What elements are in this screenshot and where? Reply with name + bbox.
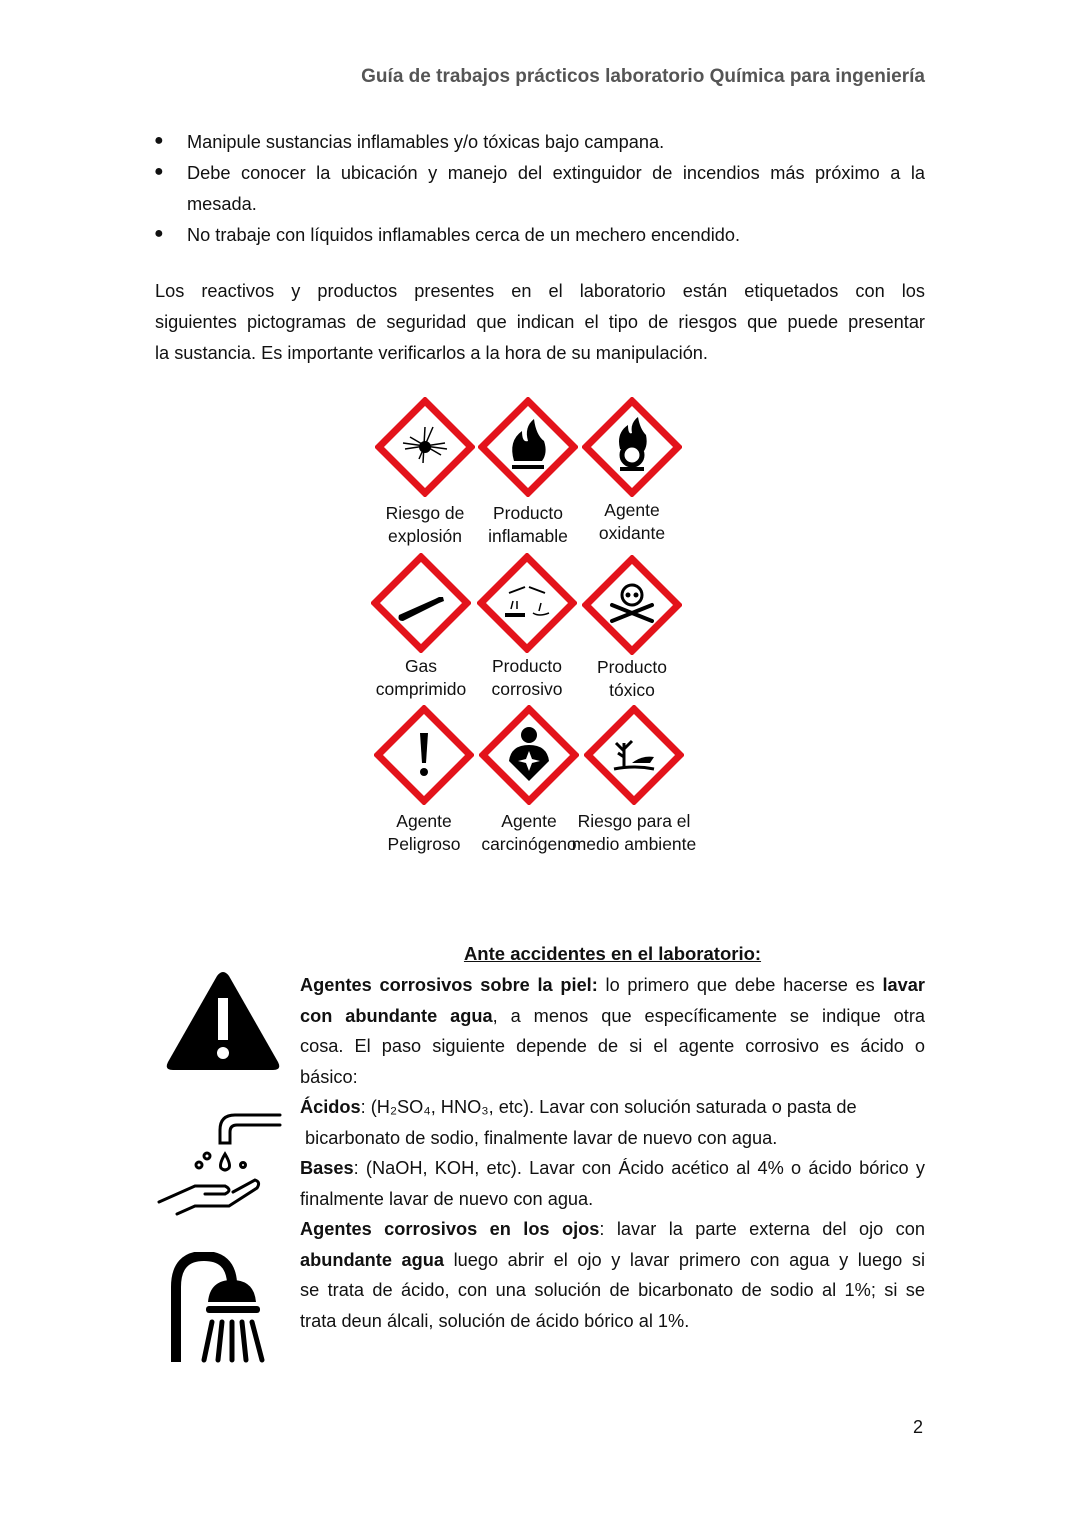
pictogram-label-line: inflamable [488,526,568,546]
pictogram-label-line: Agente [501,811,557,831]
paragraph-line [300,1187,593,1211]
bold-text: Ácidos [300,1097,361,1117]
bold-text: lavar [882,975,925,995]
pictogram-label-line: Producto [491,656,563,676]
bold-text: Agentes corrosivos sobre la piel: [300,975,598,995]
pictogram-label-line: Producto [596,657,668,677]
bold-text: con abundante agua [300,1005,493,1026]
paragraph-line [300,1095,857,1119]
paragraph-line [300,1156,925,1180]
paragraph-line [300,1217,925,1241]
paragraph-line: siguientes pictogramas de seguridad que indican el tipo de riesgos que puede presentar [155,312,925,332]
bullet-icon: ● [154,225,164,242]
hand-wash-icon [155,1110,285,1220]
pictogram-label-line: Riesgo de [385,503,465,523]
paragraph-line: la sustancia. Es importante verificarlos a la hora de su manipulación. [155,343,708,363]
exclamation-mark-pictogram [374,705,474,805]
text-segment: , a menos que específicamente se indique otra [492,1005,925,1026]
bold-text: Bases [300,1158,354,1178]
bullet-icon: ● [154,132,164,149]
flame-pictogram [478,397,578,497]
paragraph-line [300,1034,925,1058]
text-segment: : (NaOH, KOH, etc). Lavar con Ácido acético al 4% o ácido bórico y [353,1158,925,1178]
paragraph-line [300,1126,777,1150]
corrosion-icon [477,553,577,653]
text-segment: : (H₂SO₄, HNO₃, etc). Lavar con solución saturada o pasta de [360,1097,857,1117]
environment-pictogram [584,705,684,805]
pictogram-label-line: medio ambiente [571,834,697,854]
flame-over-circle-pictogram [582,397,682,497]
text-segment: se trata de ácido, con una solución de bicarbonato de sodio al 1%; si se [300,1280,925,1300]
text-segment: cosa. El paso siguiente depende de si el agente corrosivo es ácido o [300,1036,925,1056]
skull-crossbones-icon [582,555,682,655]
environment-icon [584,705,684,805]
bullet-text: Debe conocer la ubicación y manejo del extinguidor de incendios más próximo a la [187,163,925,183]
paragraph-line [300,1065,358,1089]
pictogram-label-line: Agente [396,811,452,831]
text-segment: : lavar la parte externa del ojo con [599,1219,925,1239]
gas-cylinder-icon [371,553,471,653]
paragraph-line [300,1004,925,1028]
gas-cylinder-pictogram [371,553,471,653]
pictogram-label-line: explosión [388,526,462,546]
text-segment: lo primero que debe hacerse es [597,975,883,995]
text-segment: luego abrir el ojo y lavar primero con agua y luego si [444,1249,926,1270]
page-header: Guía de trabajos prácticos laboratorio Química para ingeniería [361,66,925,87]
text-segment: finalmente lavar de nuevo con agua. [300,1188,594,1209]
exclamation-mark-icon [374,705,474,805]
bullet-text: Manipule sustancias inflamables y/o tóxicas bajo campana. [187,132,665,152]
pictogram-label-line: Producto [492,503,564,523]
text-segment: bicarbonato de sodio, finalmente lavar de nuevo con agua. [300,1127,778,1148]
warning-triangle-icon [165,970,281,1072]
corrosion-pictogram [477,553,577,653]
skull-crossbones-pictogram [582,555,682,655]
safety-shower-icon [170,1252,270,1364]
flame-icon [478,397,578,497]
pictogram-label-line: Agente [604,500,660,520]
pictogram-label [562,656,702,702]
paragraph-line: Los reactivos y productos presentes en el laboratorio están etiquetados con los [155,281,925,301]
pictogram-label-line: oxidante [598,523,666,543]
accidents-title: Ante accidentes en el laboratorio: [463,943,762,964]
flame-over-circle-icon [582,397,682,497]
paragraph-line [300,1248,925,1272]
paragraph-line [300,1309,689,1333]
pictogram-label-line: Peligroso [387,834,461,854]
pictogram-label-line: carcinógeno [481,834,577,854]
text-segment: básico: [300,1066,358,1087]
health-hazard-icon [479,705,579,805]
page-number: 2 [913,1417,924,1437]
bold-text: Agentes corrosivos en los ojos [300,1219,600,1239]
pictogram-label [562,499,702,545]
bullet-text: mesada. [187,194,257,214]
health-hazard-pictogram [479,705,579,805]
text-segment: trata deun álcali, solución de ácido bórico al 1%. [300,1310,690,1331]
explosion-icon [375,397,475,497]
bold-text: abundante agua [300,1249,444,1270]
pictogram-label-line: comprimido [375,679,467,699]
explosion-pictogram [375,397,475,497]
pictogram-label [564,810,704,856]
pictogram-label-line: corrosivo [491,679,563,699]
paragraph-line [300,973,925,997]
pictogram-label-line: Gas [404,656,438,676]
paragraph-line [300,1278,925,1302]
pictogram-label-line: tóxico [609,680,655,700]
bullet-text: No trabaje con líquidos inflamables cerca de un mechero encendido. [187,225,741,245]
pictogram-label-line: Riesgo para el [577,811,691,831]
bullet-icon: ● [154,163,164,180]
